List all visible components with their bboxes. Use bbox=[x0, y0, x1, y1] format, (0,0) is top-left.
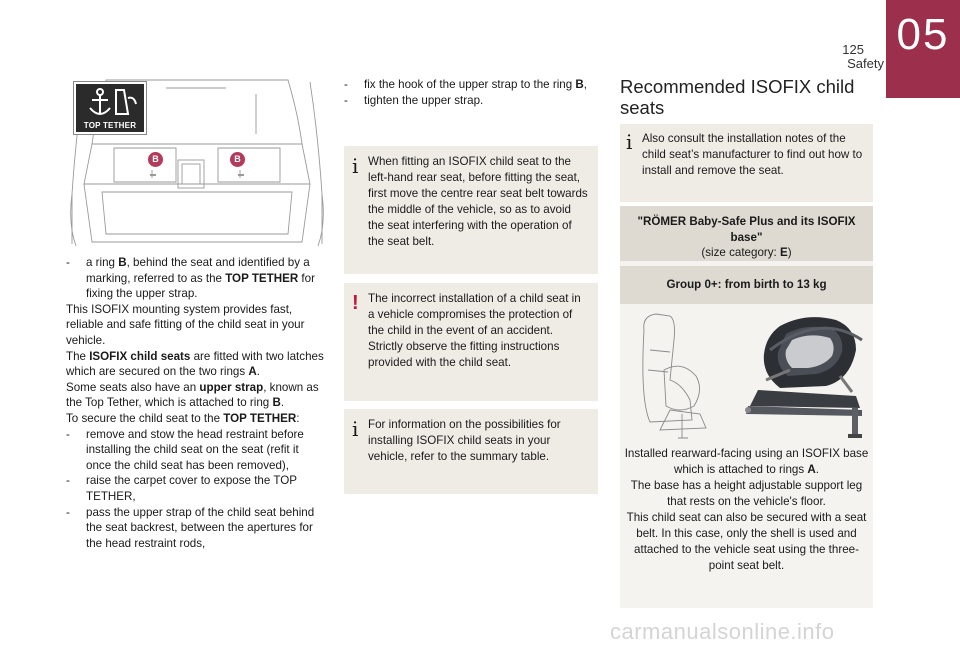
paragraph-secure: To secure the child seat to the TOP TETHER: bbox=[66, 411, 300, 425]
seat-header bbox=[620, 206, 873, 261]
info-icon: i bbox=[352, 154, 359, 178]
ring-b-marker-right: B bbox=[230, 152, 245, 167]
seat-category: (size category: E) bbox=[701, 246, 792, 259]
info-box-summary: i For information on the possibilities for installing ISOFIX child seats in your vehicle, refer to the summary table. bbox=[344, 409, 598, 494]
step-remove-headrest: - remove and stow the head restraint before installing the child seat on the seat (refit it once the child seat has been removed), bbox=[66, 427, 324, 474]
seat-desc-base: The base has a height adjustable support leg that rests on the vehicle's floor. bbox=[630, 479, 863, 508]
step-pass-strap: - pass the upper strap of the child seat behind the seat backrest, between the apertures for the head restraint rods, bbox=[66, 505, 324, 552]
middle-steps bbox=[344, 77, 598, 109]
seat-desc-belt: This child seat can also be secured with a seat belt. In this case, only the shell is used and attached to the vehicle seat using the three-point seat belt. bbox=[626, 511, 867, 572]
step-fix-hook: - fix the hook of the upper strap to the ring B, bbox=[344, 77, 598, 93]
paragraph-system: This ISOFIX mounting system provides fast, reliable and safe fitting of the child seat in your vehicle. bbox=[66, 302, 305, 347]
anchor-seat-icon bbox=[76, 86, 144, 120]
info-icon: i bbox=[626, 130, 633, 154]
seat-desc-install: Installed rearward-facing using an ISOFIX base which is attached to rings A. bbox=[624, 447, 869, 476]
seat-name: "RÖMER Baby-Safe Plus and its ISOFIX base" bbox=[637, 215, 856, 244]
step-raise-carpet: - raise the carpet cover to expose the TOP TETHER, bbox=[66, 473, 324, 504]
ring-b-step: - a ring B, behind the seat and identified by a marking, referred to as the TOP TETHER for fixing the upper strap. bbox=[66, 255, 324, 302]
chapter-number: 05 bbox=[896, 10, 950, 59]
seat-card bbox=[620, 206, 873, 608]
warning-box: ! The incorrect installation of a child seat in a vehicle compromises the protection of the child in the event of an accident. Strictly observe the fitting instructions provided with the child seat. bbox=[344, 283, 598, 401]
seat-group: Group 0+: from birth to 13 kg bbox=[620, 266, 873, 304]
top-tether-badge bbox=[74, 82, 146, 134]
section-title: Safety bbox=[847, 56, 884, 71]
page-number: 125 bbox=[842, 42, 864, 57]
watermark: carmanualsonline.info bbox=[610, 619, 835, 644]
left-column bbox=[66, 255, 324, 551]
seat-description bbox=[624, 446, 869, 574]
chapter-tab bbox=[886, 0, 960, 98]
top-tether-label: TOP TETHER bbox=[83, 121, 137, 130]
ring-b-marker-left: B bbox=[148, 152, 163, 167]
paragraph-latches: The ISOFIX child seats are fitted with two latches which are secured on the two rings A. bbox=[66, 349, 324, 379]
paragraph-upper-strap: Some seats also have an upper strap, known as the Top Tether, which is attached to ring B. bbox=[66, 380, 319, 410]
recommended-seats-title: Recommended ISOFIX child seats bbox=[620, 76, 855, 118]
warning-icon: ! bbox=[352, 292, 359, 314]
info-box-manufacturer: i Also consult the installation notes of the child seat’s manufacturer to find out how to install and remove the seat. bbox=[620, 124, 873, 202]
step-tighten: - tighten the upper strap. bbox=[344, 93, 598, 109]
child-seat-image bbox=[630, 310, 866, 442]
info-icon: i bbox=[352, 417, 359, 441]
info-box-left-seat: i When fitting an ISOFIX child seat to the left-hand rear seat, before fitting the seat, first move the centre rear seat belt towards the middle of the vehicle, so as to avoid the seat interfering with the operation of the seat belt. bbox=[344, 146, 598, 274]
